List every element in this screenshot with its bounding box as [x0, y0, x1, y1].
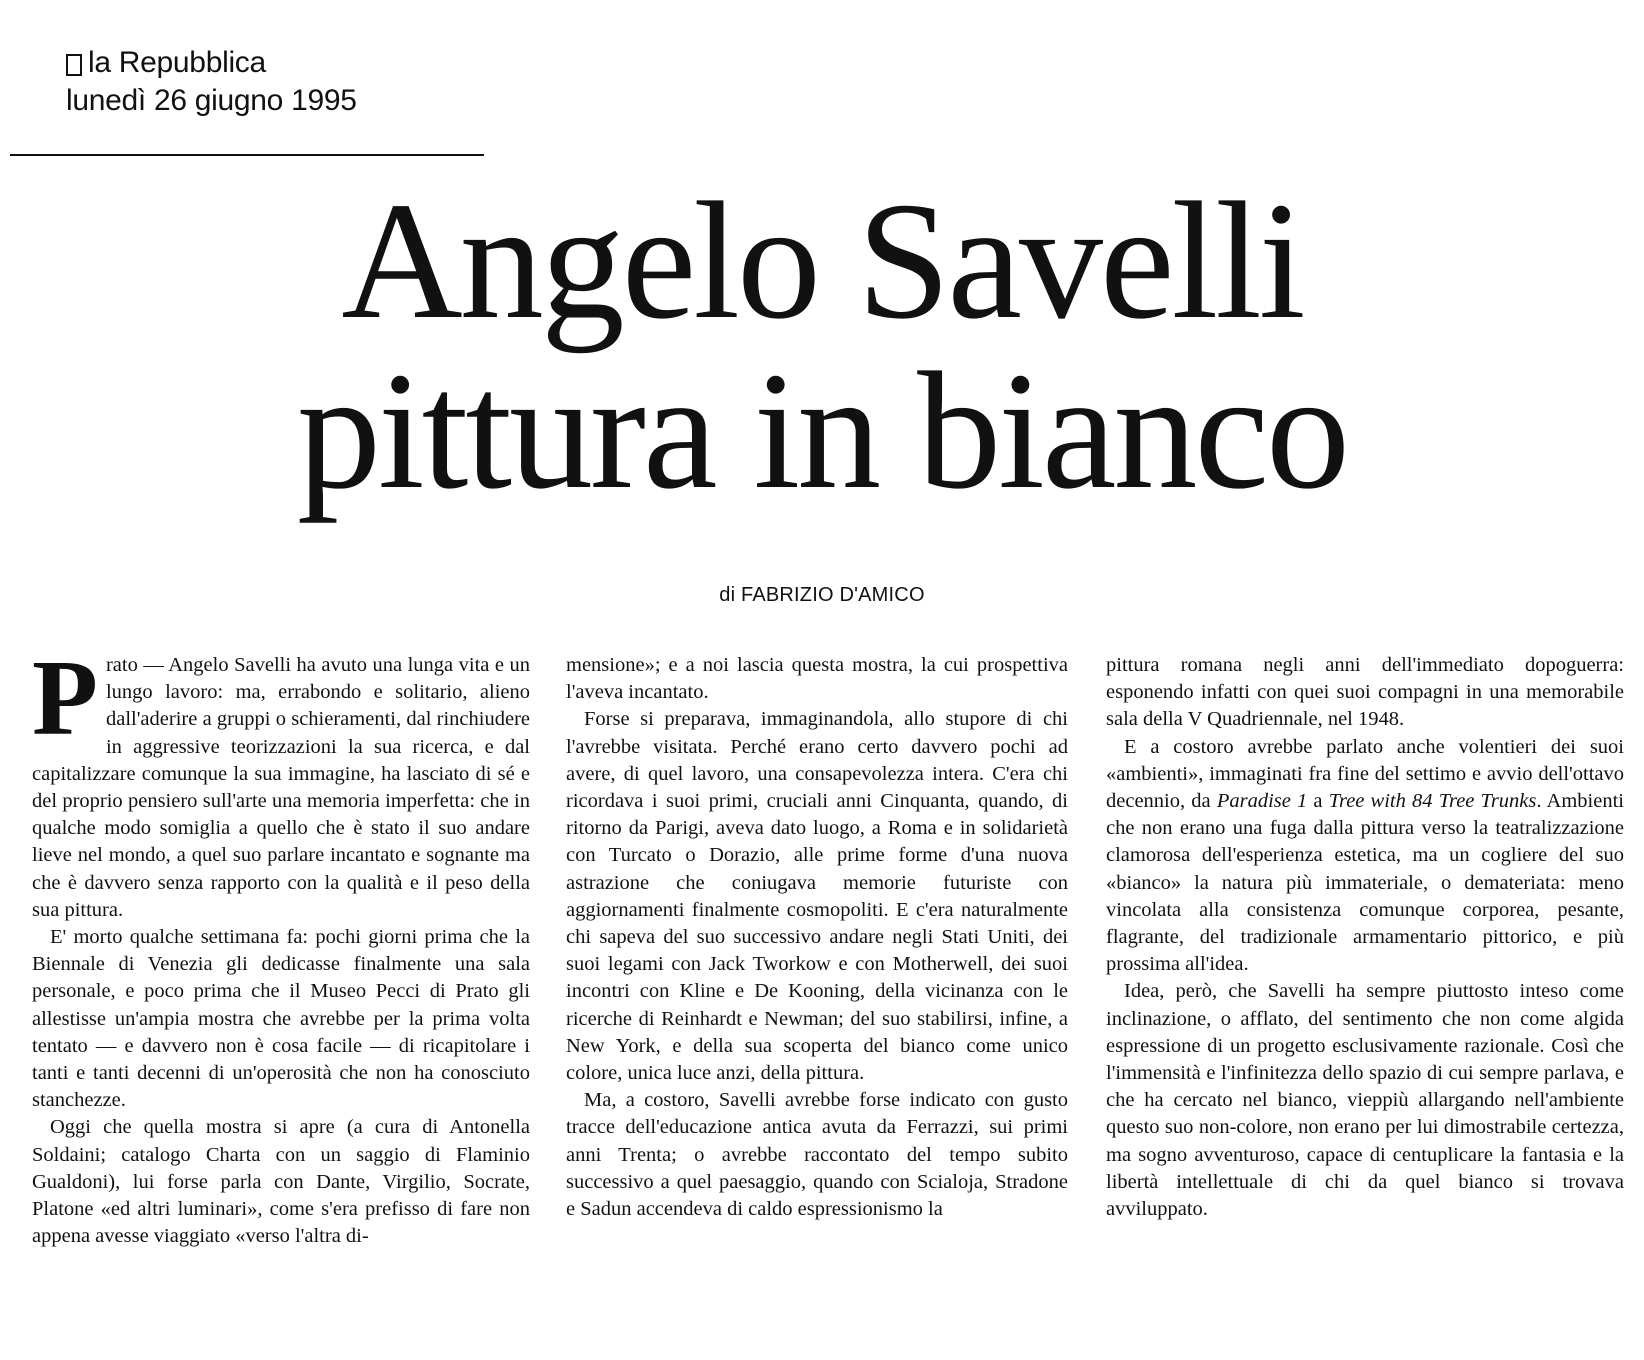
paragraph: [32, 652, 530, 924]
paragraph: [1106, 734, 1624, 979]
headline-line-2: pittura in bianco: [296, 338, 1348, 524]
article-column-2: [566, 652, 1068, 1342]
paragraph: pittura romana negli anni dell'immediato dopoguerra: esponendo infatti con quei suoi compagni in una memorabile sala della V Quadriennale, nel 1948.: [1106, 654, 1624, 731]
artwork-title: Tree with 84 Tree Trunks: [1328, 790, 1537, 813]
paragraph: mensione»; e a noi lascia questa mostra, la cui prospettiva l'aveva incantato.: [566, 654, 1068, 704]
paragraph: Oggi che quella mostra si apre (a cura di Antonella Soldaini; catalogo Charta con un saggio di Flaminio Gualdoni), lui forse parla con Dante, Virgilio, Socrate, Platone «ed altri luminari», come s'era prefisso di fare non appena avesse viaggiato «verso l'altra di-: [32, 1116, 530, 1248]
box-icon: [66, 54, 82, 76]
article-column-1: [32, 652, 530, 1342]
headline: [0, 168, 1644, 524]
paragraph-text: E a costoro avrebbe parlato anche volentieri dei suoi «ambienti», immaginati fra fine del settimo e avvio dell'ottavo decennio, da: [1106, 735, 1624, 813]
newspaper-name: la Repubblica: [88, 46, 266, 79]
paragraph: E' morto qualche settimana fa: pochi giorni prima che la Biennale di Venezia gli dedicasse finalmente una sala personale, e poco prima che il Museo Pecci di Prato gli allestisse un'ampia mostra che avrebbe per la prima volta tentato — e davvero non è cosa facile — di ricapitolare i tanti e tanti decenni di un'operosità che non ha conosciuto stanchezze.: [32, 926, 530, 1112]
paragraph-text: rato — Angelo Savelli ha avuto una lunga vita e un lungo lavoro: ma, errabondo e solitario, alieno dall'aderire a gruppi o schieramenti, dal rinchiudere in aggressive teorizzazioni la sua ricerca, e dal capitalizzare comunque la sua immagine, ha lasciato di sé e del proprio pensiero sull'arte una memoria imperfetta: che in qualche modo somiglia a quello che è stato il suo andare lieve nel mondo, a quel suo parlare incantato e sognante ma che è davvero senza rapporto con la qualità e il peso della sua pittura.: [32, 654, 530, 921]
publication-date: lunedì 26 giugno 1995: [66, 84, 357, 117]
paragraph-text: . Ambienti che non erano una fuga dalla pittura verso la teatralizzazione clamorosa dell'esperienza estetica, ma un cogliere del suo «bianco» la natura più immateriale, o demateriata: meno vincolata alla consistenza comunque corporea, pesante, flagrante, del tradizionale armamentario pittorico, e più prossima all'idea.: [1106, 790, 1624, 976]
paragraph: Forse si preparava, immaginandola, allo stupore di chi l'avrebbe visitata. Perché erano certo davvero pochi ad avere, di quel lavoro, una consapevolezza intera. C'era chi ricordava i suoi primi, cruciali anni Cinquanta, quando, di ritorno da Parigi, aveva dato luogo, a Roma e in solidarietà con Turcato o Dorazio, alle prime forme d'una nuova astrazione che coniugava memorie futuriste con aggiornamenti finalmente cosmopoliti. E c'era naturalmente chi sapeva del suo successivo andare negli Stati Uniti, dei suoi legami con Jack Tworkow e con Motherwell, dei suoi incontri con Kline e De Kooning, della vicinanza con le ricerche di Reinhardt e Newman; del suo stabilirsi, infine, a New York, e della sua scoperta del bianco come unico colore, unica luce anzi, della pittura.: [566, 708, 1068, 1085]
drop-cap: P: [32, 652, 98, 758]
byline: di FABRIZIO D'AMICO: [719, 584, 925, 606]
article-column-3: [1106, 652, 1624, 1342]
paragraph: Idea, però, che Savelli ha sempre piuttosto inteso come inclinazione, o afflato, del sentimento che non come algida espressione di un progetto esclusivamente razionale. Così che l'immensità e l'infinitezza dello spazio di cui sempre parlava, e che ha cercato nel bianco, vieppiù allargando nell'ambiente questo suo non-colore, non erano per lui dimostrabile certezza, ma sogno avventuroso, capace di centuplicare la fantasia e la libertà intellettuale di chi da quel bianco si trovava avviluppato.: [1106, 980, 1624, 1221]
headline-line-1: Angelo Savelli: [341, 168, 1303, 354]
newspaper-brand: [66, 44, 357, 82]
paragraph-text: a: [1307, 790, 1329, 813]
paragraph: Ma, a costoro, Savelli avrebbe forse indicato con gusto tracce dell'educazione antica avuta da Ferrazzi, sui primi anni Trenta; o avrebbe raccontato del tempo subito successivo a quel paesaggio, quando con Scialoja, Stradone e Sadun accendeva di caldo espressionismo la: [566, 1089, 1068, 1221]
masthead: [66, 44, 357, 120]
masthead-rule: [10, 154, 484, 156]
artwork-title: Paradise 1: [1216, 790, 1308, 813]
